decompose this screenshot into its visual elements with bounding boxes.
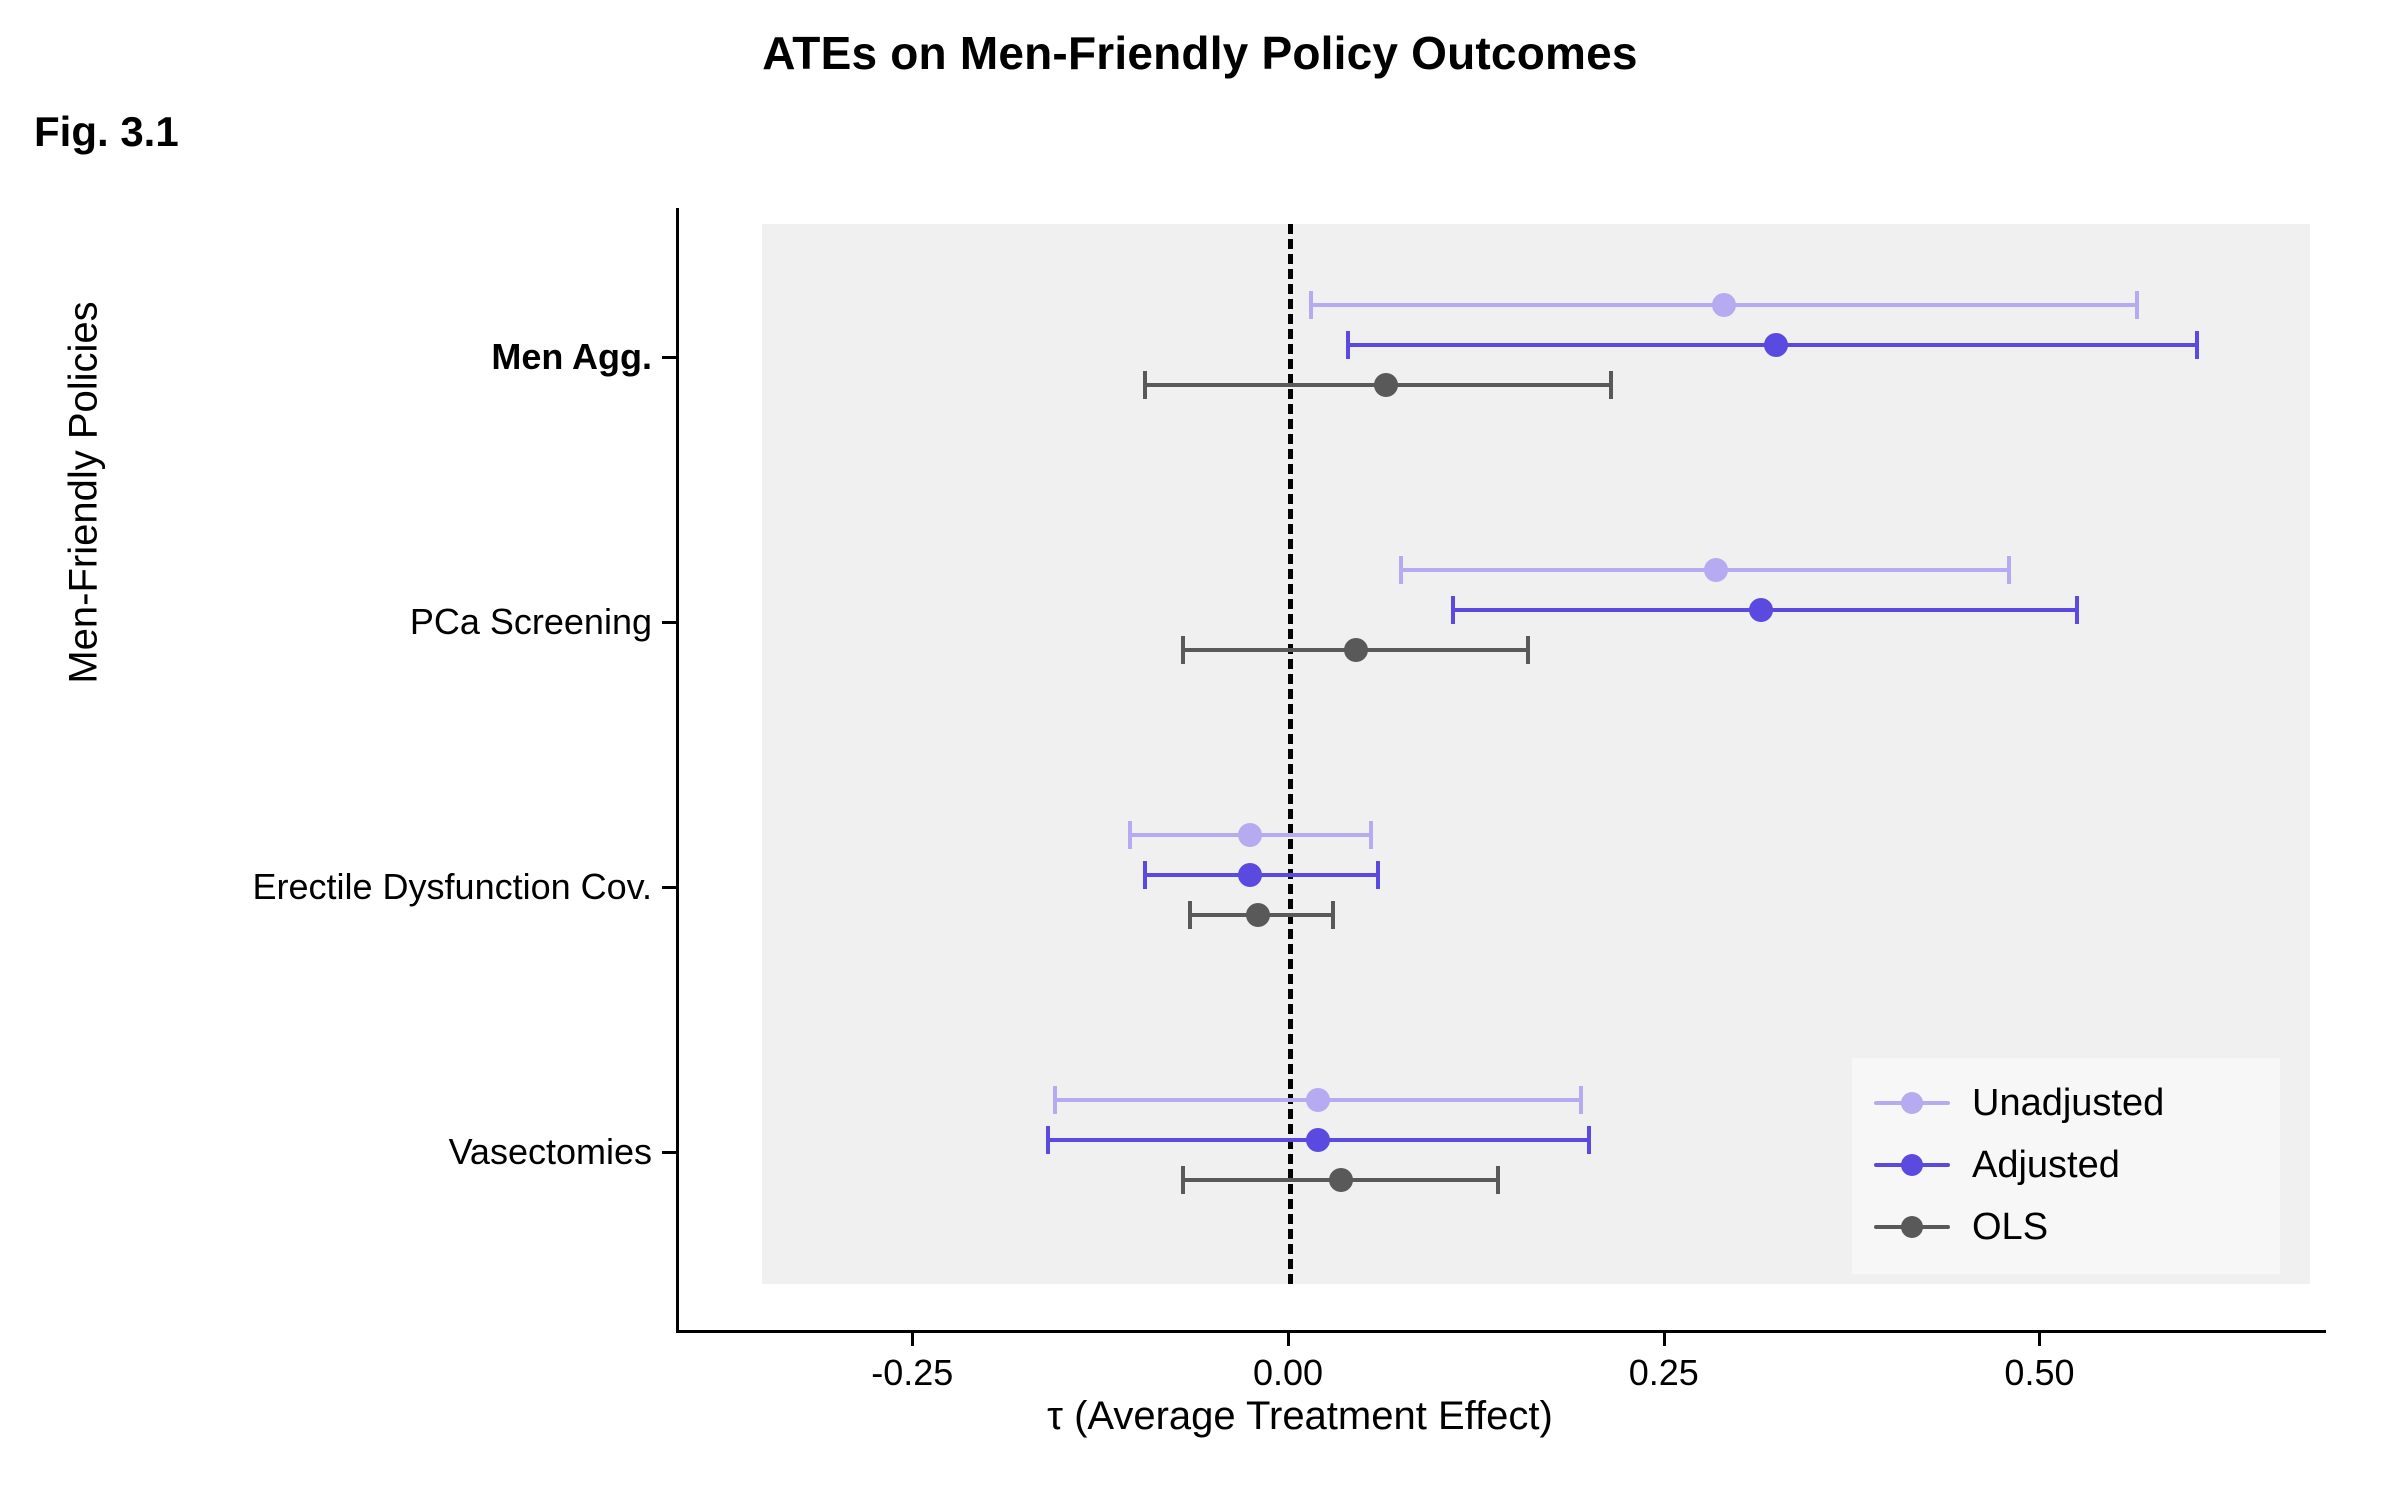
confidence-interval-cap [1579, 1086, 1583, 1114]
confidence-interval-cap [1609, 371, 1613, 399]
confidence-interval-cap [1331, 901, 1335, 929]
legend-item[interactable] [1870, 1134, 2262, 1196]
chart-title: ATEs on Men-Friendly Policy Outcomes [762, 27, 1638, 79]
legend [1852, 1058, 2280, 1274]
confidence-interval-cap [1053, 1086, 1057, 1114]
confidence-interval-cap [2195, 331, 2199, 359]
confidence-interval-cap [1399, 556, 1403, 584]
x-axis-tick-mark [1663, 1330, 1666, 1346]
y-axis-tick-mark [662, 886, 678, 889]
y-axis-tick-mark [662, 621, 678, 624]
confidence-interval-cap [1526, 636, 1530, 664]
legend-label-unadjusted: Unadjusted [1972, 1081, 2165, 1124]
confidence-interval-cap [1346, 331, 1350, 359]
x-axis-title: τ (Average Treatment Effect) [1047, 1394, 1553, 1438]
y-axis-title: Men-Friendly Policies [61, 301, 106, 684]
x-axis-tick-mark [911, 1330, 914, 1346]
confidence-interval-cap [2135, 291, 2139, 319]
point-estimate-dot [1306, 1088, 1330, 1112]
point-estimate-dot [1344, 638, 1368, 662]
y-axis-line [676, 208, 679, 1330]
point-estimate-dot [1374, 373, 1398, 397]
x-axis-tick-label: -0.25 [871, 1352, 954, 1393]
x-axis-tick-mark [1287, 1330, 1290, 1346]
point-estimate-dot [1238, 823, 1262, 847]
y-axis-tick-mark [662, 1151, 678, 1154]
legend-label-adjusted: Adjusted [1972, 1143, 2120, 1186]
confidence-interval-cap [1309, 291, 1313, 319]
point-estimate-dot [1712, 293, 1736, 317]
confidence-interval-cap [2007, 556, 2011, 584]
confidence-interval-cap [1376, 861, 1380, 889]
x-axis-line [676, 1330, 2326, 1333]
confidence-interval-cap [1128, 821, 1132, 849]
confidence-interval-cap [1369, 821, 1373, 849]
point-estimate-dot [1704, 558, 1728, 582]
x-axis-tick-label: 0.00 [1252, 1352, 1324, 1393]
legend-swatch-unadjusted [1870, 1092, 1954, 1114]
legend-swatch-adjusted [1870, 1154, 1954, 1176]
confidence-interval-cap [1188, 901, 1192, 929]
point-estimate-dot [1329, 1168, 1353, 1192]
point-estimate-dot [1764, 333, 1788, 357]
y-axis-tick-label: Vasectomies [448, 1130, 652, 1172]
figure-label: Fig. 3.1 [34, 108, 179, 155]
legend-swatch-ols [1870, 1216, 1954, 1238]
confidence-interval-cap [1496, 1166, 1500, 1194]
confidence-interval-cap [1587, 1126, 1591, 1154]
confidence-interval-cap [1143, 861, 1147, 889]
confidence-interval-cap [1451, 596, 1455, 624]
point-estimate-dot [1749, 598, 1773, 622]
point-estimate-dot [1246, 903, 1270, 927]
confidence-interval-cap [2075, 596, 2079, 624]
point-estimate-dot [1238, 863, 1262, 887]
confidence-interval-cap [1181, 636, 1185, 664]
x-axis-tick-label: 0.25 [1628, 1352, 1699, 1393]
point-estimate-dot [1306, 1128, 1330, 1152]
y-axis-tick-label: Erectile Dysfunction Cov. [252, 865, 652, 907]
x-axis-tick-label: 0.50 [2004, 1352, 2075, 1393]
confidence-interval-cap [1181, 1166, 1185, 1194]
legend-item[interactable] [1870, 1072, 2262, 1134]
y-axis-tick-mark [662, 356, 678, 359]
y-axis-tick-label: Men Agg. [491, 335, 652, 377]
legend-item[interactable] [1870, 1196, 2262, 1258]
confidence-interval-cap [1046, 1126, 1050, 1154]
confidence-interval-cap [1143, 371, 1147, 399]
x-axis-tick-mark [2038, 1330, 2041, 1346]
legend-label-ols: OLS [1972, 1205, 2049, 1248]
y-axis-tick-label: PCa Screening [409, 600, 652, 642]
